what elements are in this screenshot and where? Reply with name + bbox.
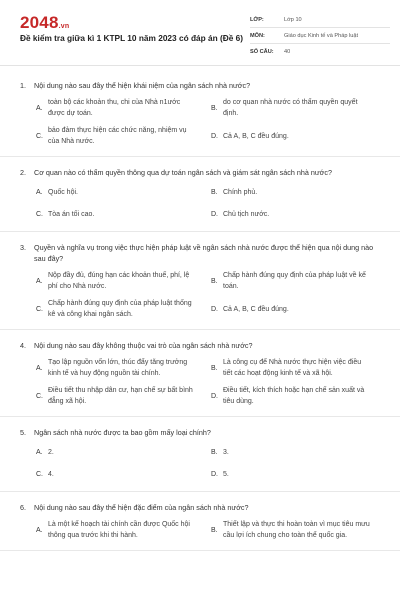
meta-label: MÔN:	[250, 32, 265, 39]
answer-option[interactable]	[211, 298, 386, 320]
answer-option[interactable]	[36, 444, 211, 460]
question-text-row	[20, 502, 380, 513]
option-letter: A.	[36, 188, 43, 196]
option-text: Quốc hội.	[48, 188, 78, 196]
meta-value: Lớp 10	[284, 16, 302, 23]
answer-option[interactable]	[36, 125, 211, 147]
answer-options	[20, 357, 380, 407]
option-letter: D.	[211, 470, 218, 478]
option-text: Chấp hành đúng quy định của pháp luật về kế toán.	[223, 272, 366, 290]
option-letter: A.	[36, 277, 43, 285]
question-item	[0, 330, 400, 417]
question-text-row	[20, 242, 380, 264]
answer-option[interactable]	[36, 519, 211, 541]
option-letter: C.	[36, 210, 43, 218]
meta-label: LỚP:	[250, 16, 264, 23]
question-text-row	[20, 167, 380, 178]
answer-option[interactable]	[211, 184, 386, 200]
meta-row-count	[250, 44, 390, 60]
option-letter: C.	[36, 132, 43, 140]
option-letter: C.	[36, 392, 43, 400]
answer-option[interactable]	[211, 206, 386, 222]
option-letter: B.	[211, 277, 218, 285]
question-text: Nội dung nào sau đây không thuộc vai trò của ngân sách nhà nước?	[34, 341, 253, 350]
answer-option[interactable]	[36, 97, 211, 119]
option-text: 4.	[48, 470, 54, 478]
answer-options	[20, 270, 380, 320]
answer-option[interactable]	[211, 125, 386, 147]
question-item	[0, 70, 400, 157]
question-text-row	[20, 340, 380, 351]
option-letter: A.	[36, 364, 43, 372]
option-text: do cơ quan nhà nước có thẩm quyền quyết định.	[223, 99, 358, 117]
question-number: 6.	[20, 503, 26, 512]
option-letter: A.	[36, 526, 43, 534]
answer-option[interactable]	[36, 466, 211, 482]
answer-option[interactable]	[36, 206, 211, 222]
option-text: Là công cụ để Nhà nước thực hiện việc điều tiết các hoạt động kinh tế và xã hội.	[223, 359, 362, 377]
answer-option[interactable]	[211, 357, 386, 379]
answer-option[interactable]	[211, 444, 386, 460]
option-text: Là một kế hoạch tài chính cần được Quốc hội thông qua trước khi thi hành.	[48, 521, 190, 539]
document-title: Đề kiểm tra giữa kì 1 KTPL 10 năm 2023 có đáp án (Đề 6)	[20, 33, 244, 43]
meta-row-subject	[250, 28, 390, 44]
question-number: 1.	[20, 81, 26, 90]
answer-option[interactable]	[36, 184, 211, 200]
option-letter: B.	[211, 188, 218, 196]
option-letter: A.	[36, 104, 43, 112]
option-text: Điều tiết thu nhập dân cư, hạn chế sự bất bình đẳng xã hội.	[48, 387, 193, 405]
option-letter: D.	[211, 132, 218, 140]
option-text: Tạo lập nguồn vốn lớn, thúc đẩy tăng trưởng kinh tế và huy động nguồn tài chính.	[48, 359, 188, 377]
question-number: 2.	[20, 168, 26, 177]
option-text: Thiết lập và thực thi hoàn toàn vì mục tiêu mưu cầu lợi ích chung cho toàn thể quốc gia.	[223, 521, 370, 539]
answer-options	[20, 184, 380, 222]
option-text: 5.	[223, 470, 229, 478]
answer-option[interactable]	[211, 466, 386, 482]
answer-option[interactable]	[211, 97, 386, 119]
question-list	[0, 70, 400, 551]
meta-row-class	[250, 12, 390, 28]
option-text: 3.	[223, 448, 229, 456]
option-letter: D.	[211, 392, 218, 400]
answer-option[interactable]	[211, 519, 386, 541]
option-text: Tòa án tối cao.	[48, 210, 95, 218]
meta-label: SỐ CÂU:	[250, 49, 274, 55]
meta-value: Giáo dục Kinh tế và Pháp luật	[284, 32, 359, 39]
option-letter: C.	[36, 470, 43, 478]
option-text: toàn bộ các khoản thu, chi của Nhà n1ước được dự toán.	[48, 99, 181, 117]
logo-tld: .vn	[58, 23, 70, 30]
option-text: Chủ tịch nước.	[223, 210, 270, 218]
option-letter: B.	[211, 448, 218, 456]
option-letter: A.	[36, 448, 43, 456]
answer-option[interactable]	[36, 270, 211, 292]
question-text: Quyền và nghĩa vụ trong việc thực hiện pháp luật về ngân sách nhà nước được thể hiện qua nội dung nào sau đây?	[34, 243, 374, 263]
option-text: 2.	[48, 448, 54, 456]
answer-option[interactable]	[36, 357, 211, 379]
option-text: bảo đảm thực hiện các chức năng, nhiệm vụ của Nhà nước.	[48, 127, 187, 145]
option-letter: B.	[211, 364, 218, 372]
question-text: Nội dung nào sau đây thể hiện đặc điểm của ngân sách nhà nước?	[34, 503, 249, 512]
question-text: Ngân sách nhà nước được ta bao gồm mấy loại chính?	[34, 428, 211, 437]
question-number: 3.	[20, 243, 26, 252]
meta-value: 40	[284, 49, 291, 55]
answer-option[interactable]	[36, 385, 211, 407]
meta-table	[250, 12, 390, 60]
question-number: 4.	[20, 341, 26, 350]
question-text: Nội dung nào sau đây thể hiện khái niệm của ngân sách nhà nước?	[34, 81, 251, 90]
option-text: Điều tiết, kích thích hoặc hạn chế sản xuất và tiêu dùng.	[223, 387, 365, 405]
question-text-row	[20, 80, 380, 91]
question-number: 5.	[20, 428, 26, 437]
option-text: Chấp hành đúng quy định của pháp luật thống kê và công khai ngân sách.	[48, 300, 192, 318]
question-item	[0, 157, 400, 232]
option-letter: B.	[211, 104, 218, 112]
site-logo[interactable]	[20, 13, 69, 33]
option-text: Cả A, B, C đều đúng.	[223, 132, 289, 140]
answer-option[interactable]	[211, 385, 386, 407]
option-letter: C.	[36, 305, 43, 313]
question-item	[0, 232, 400, 330]
question-text: Cơ quan nào có thẩm quyền thông qua dự toán ngân sách và giám sát ngân sách nhà nước?	[34, 168, 332, 177]
document-header	[0, 0, 400, 66]
answer-option[interactable]	[211, 270, 386, 292]
option-text: Chính phủ.	[223, 188, 258, 196]
answer-options	[20, 519, 380, 541]
option-letter: D.	[211, 210, 218, 218]
question-item	[0, 492, 400, 551]
option-text: Nộp đầy đủ, đúng hạn các khoản thuế, phí, lệ phí cho Nhà nước.	[48, 272, 190, 290]
question-item	[0, 417, 400, 492]
question-text-row	[20, 427, 380, 438]
option-letter: B.	[211, 526, 218, 534]
logo-main: 2048	[20, 13, 59, 32]
option-text: Cả A, B, C đều đúng.	[223, 305, 289, 313]
answer-options	[20, 97, 380, 147]
answer-option[interactable]	[36, 298, 211, 320]
option-letter: D.	[211, 305, 218, 313]
answer-options	[20, 444, 380, 482]
